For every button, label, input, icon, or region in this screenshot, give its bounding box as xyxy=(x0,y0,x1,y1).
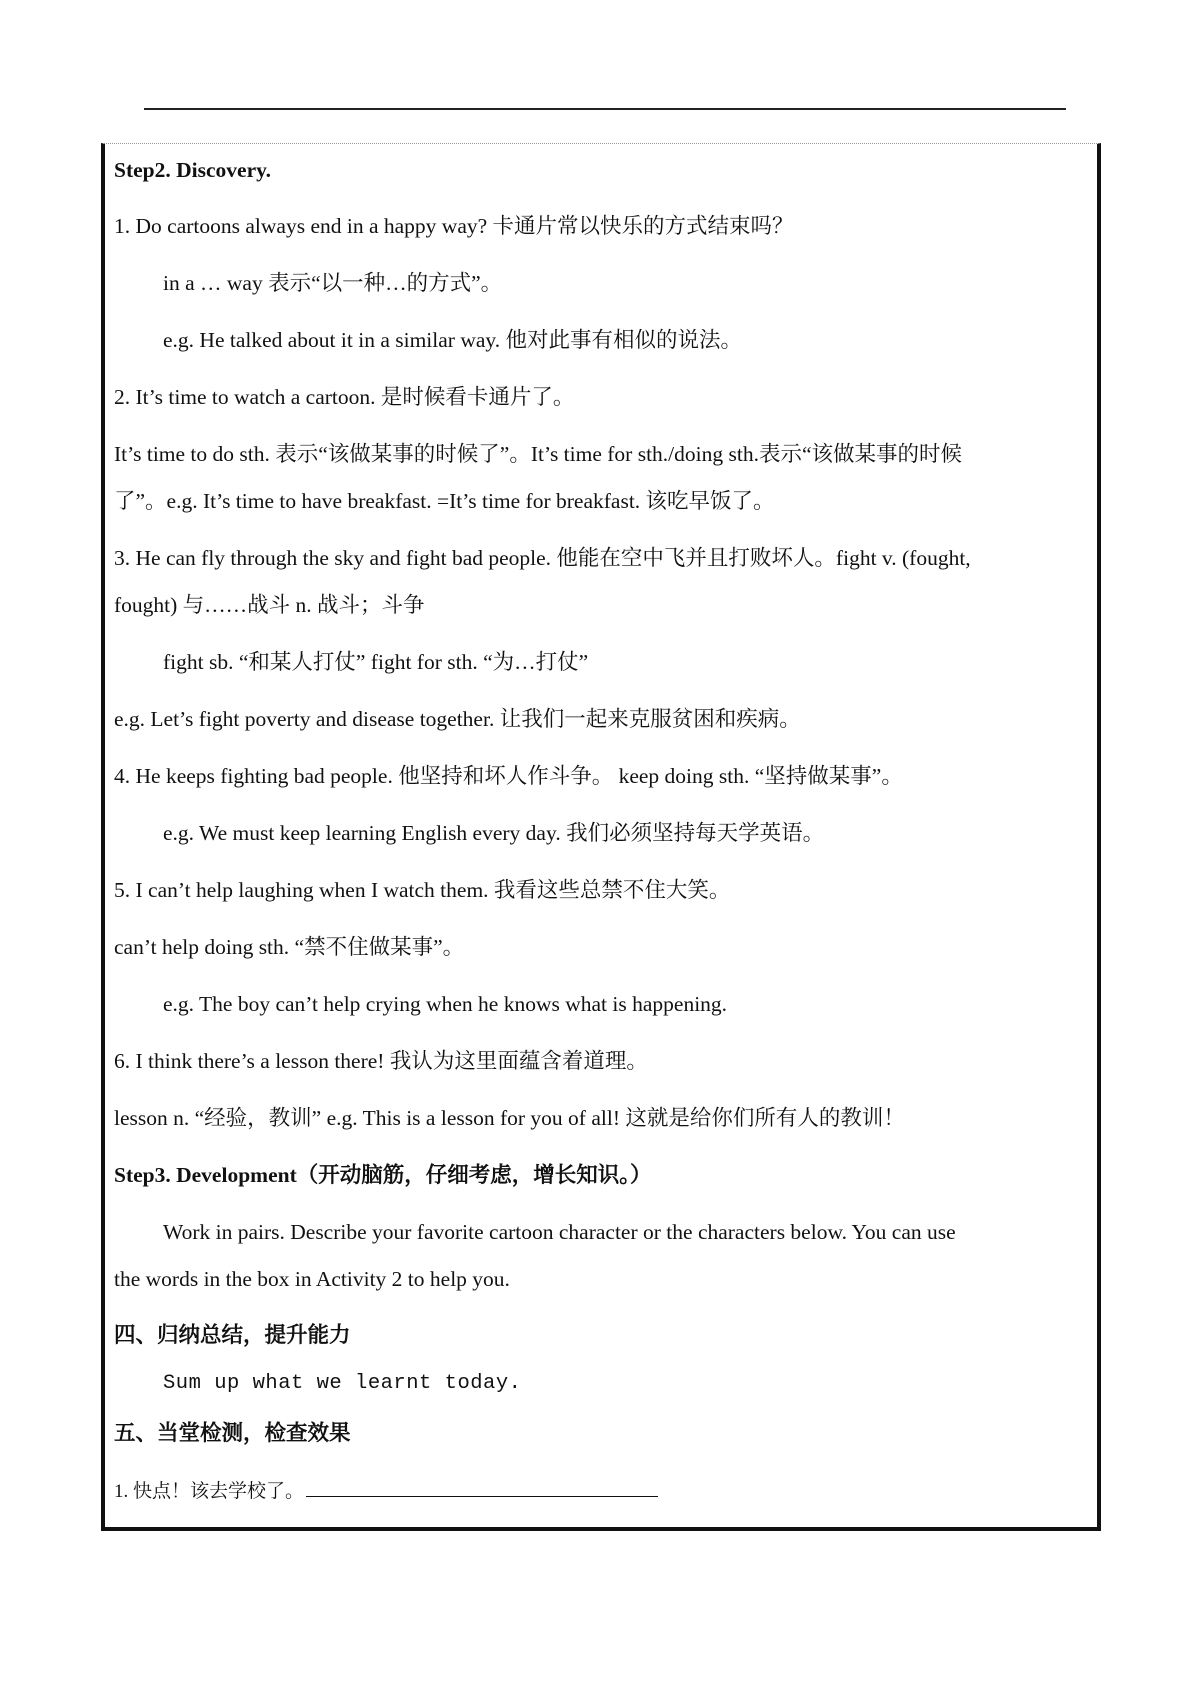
item3-sentence-line2: fought) 与……战斗 n. 战斗；斗争 xyxy=(114,593,425,617)
question-1-text: 1. 快点！该去学校了。 xyxy=(114,1481,305,1502)
step3-text-line1: Work in pairs. Describe your favorite cartoon character or the characters below. You can use xyxy=(163,1220,956,1244)
item4-sentence: 4. He keeps fighting bad people. 他坚持和坏人作斗争。 keep doing sth. “坚持做某事”。 xyxy=(114,764,903,788)
item5-sentence: 5. I can’t help laughing when I watch them. 我看这些总禁不住大笑。 xyxy=(114,878,731,902)
section4-text: Sum up what we learnt today. xyxy=(163,1372,522,1395)
item2-sentence: 2. It’s time to watch a cartoon. 是时候看卡通片了。 xyxy=(114,385,575,409)
section5-question-1 xyxy=(114,1474,658,1507)
item3-example: e.g. Let’s fight poverty and disease together. 让我们一起来克服贫困和疾病。 xyxy=(114,707,801,731)
item6-note: lesson n. “经验，教训” e.g. This is a lesson for you of all! 这就是给你们所有人的教训！ xyxy=(114,1106,905,1130)
item3-note: fight sb. “和某人打仗” fight for sth. “为…打仗” xyxy=(163,650,589,674)
step3-heading: Step3. Development（开动脑筋，仔细考虑，增长知识。） xyxy=(114,1163,652,1187)
item1-sentence: 1. Do cartoons always end in a happy way? 卡通片常以快乐的方式结束吗？ xyxy=(114,214,794,238)
item1-example: e.g. He talked about it in a similar way. 他对此事有相似的说法。 xyxy=(163,328,743,352)
item6-sentence: 6. I think there’s a lesson there! 我认为这里面蕴含着道理。 xyxy=(114,1049,648,1073)
item5-note: can’t help doing sth. “禁不住做某事”。 xyxy=(114,935,465,959)
item2-note-line2: 了”。e.g. It’s time to have breakfast. =It’s time for breakfast. 该吃早饭了。 xyxy=(114,489,775,513)
header-rule xyxy=(144,108,1066,110)
item4-example: e.g. We must keep learning English every day. 我们必须坚持每天学英语。 xyxy=(163,821,825,845)
item5-example: e.g. The boy can’t help crying when he knows what is happening. xyxy=(163,992,728,1016)
item1-note: in a … way 表示“以一种…的方式”。 xyxy=(163,271,503,295)
item3-sentence-line1: 3. He can fly through the sky and fight bad people. 他能在空中飞并且打败坏人。fight v. (fought, xyxy=(114,546,971,570)
section4-heading: 四、归纳总结，提升能力 xyxy=(114,1323,351,1347)
section5-heading: 五、当堂检测，检查效果 xyxy=(114,1421,351,1445)
answer-blank[interactable] xyxy=(306,1474,658,1497)
step3-text-line2: the words in the box in Activity 2 to help you. xyxy=(114,1267,510,1291)
item2-note-line1: It’s time to do sth. 表示“该做某事的时候了”。It’s time for sth./doing sth.表示“该做某事的时候 xyxy=(114,442,963,466)
step2-heading: Step2. Discovery. xyxy=(114,158,272,182)
